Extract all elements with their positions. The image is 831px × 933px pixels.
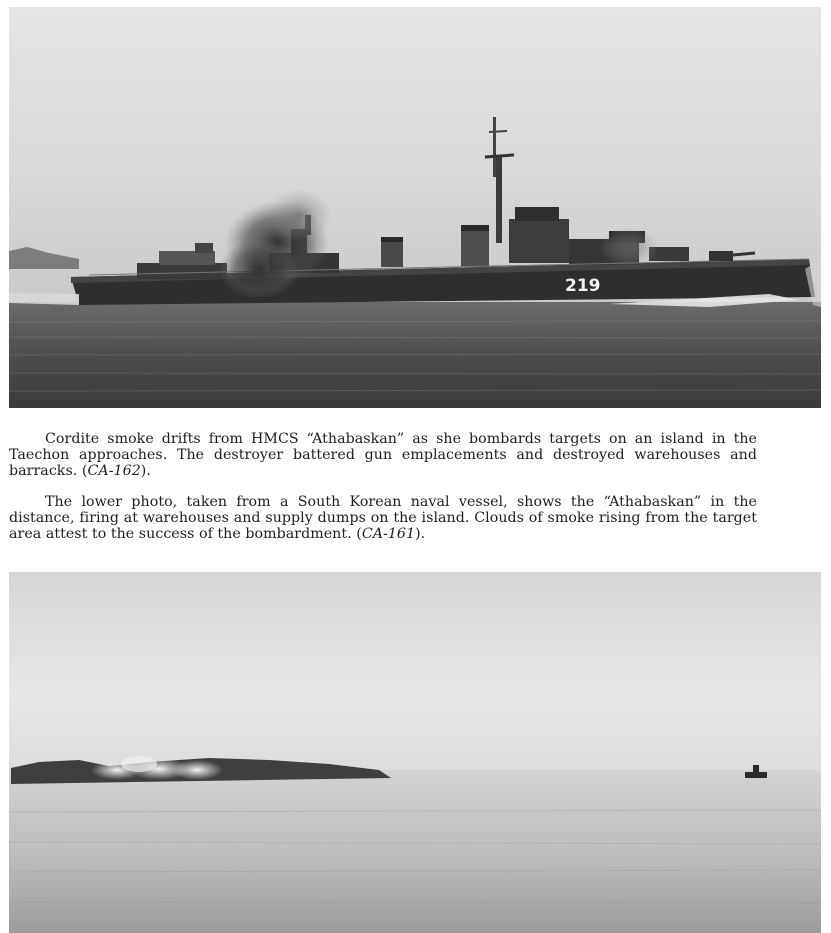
caption-first-tail: ).: [140, 463, 151, 479]
caption-first: [9, 431, 757, 479]
island-bombardment-photo-image: [9, 572, 821, 933]
caption-first-text: Cordite smoke drifts from HMCS “Athabaskan” as she bombards targets on an island in the Taechon approaches. The destroyer battered gun emplacements and destroyed warehouses and barracks. (: [9, 431, 757, 479]
island-bombardment-photo: [9, 572, 821, 933]
sea: [9, 775, 821, 933]
caption-second-tail: ).: [415, 526, 426, 542]
hull-number: 219: [565, 276, 601, 296]
caption-first-reference: CA-162: [87, 463, 141, 479]
destroyer-photo-image: [9, 7, 821, 408]
sky: [9, 572, 821, 777]
caption-second: [9, 494, 757, 542]
caption-second-reference: CA-161: [361, 526, 416, 542]
caption-second-text: The lower photo, taken from a South Korean naval vessel, shows the “Athabaskan” in the distance, firing at warehouses and supply dumps on the island. Clouds of smoke rising from the target area attest to the success of the bombardment. (: [9, 494, 757, 542]
destroyer-photo: [9, 7, 821, 408]
